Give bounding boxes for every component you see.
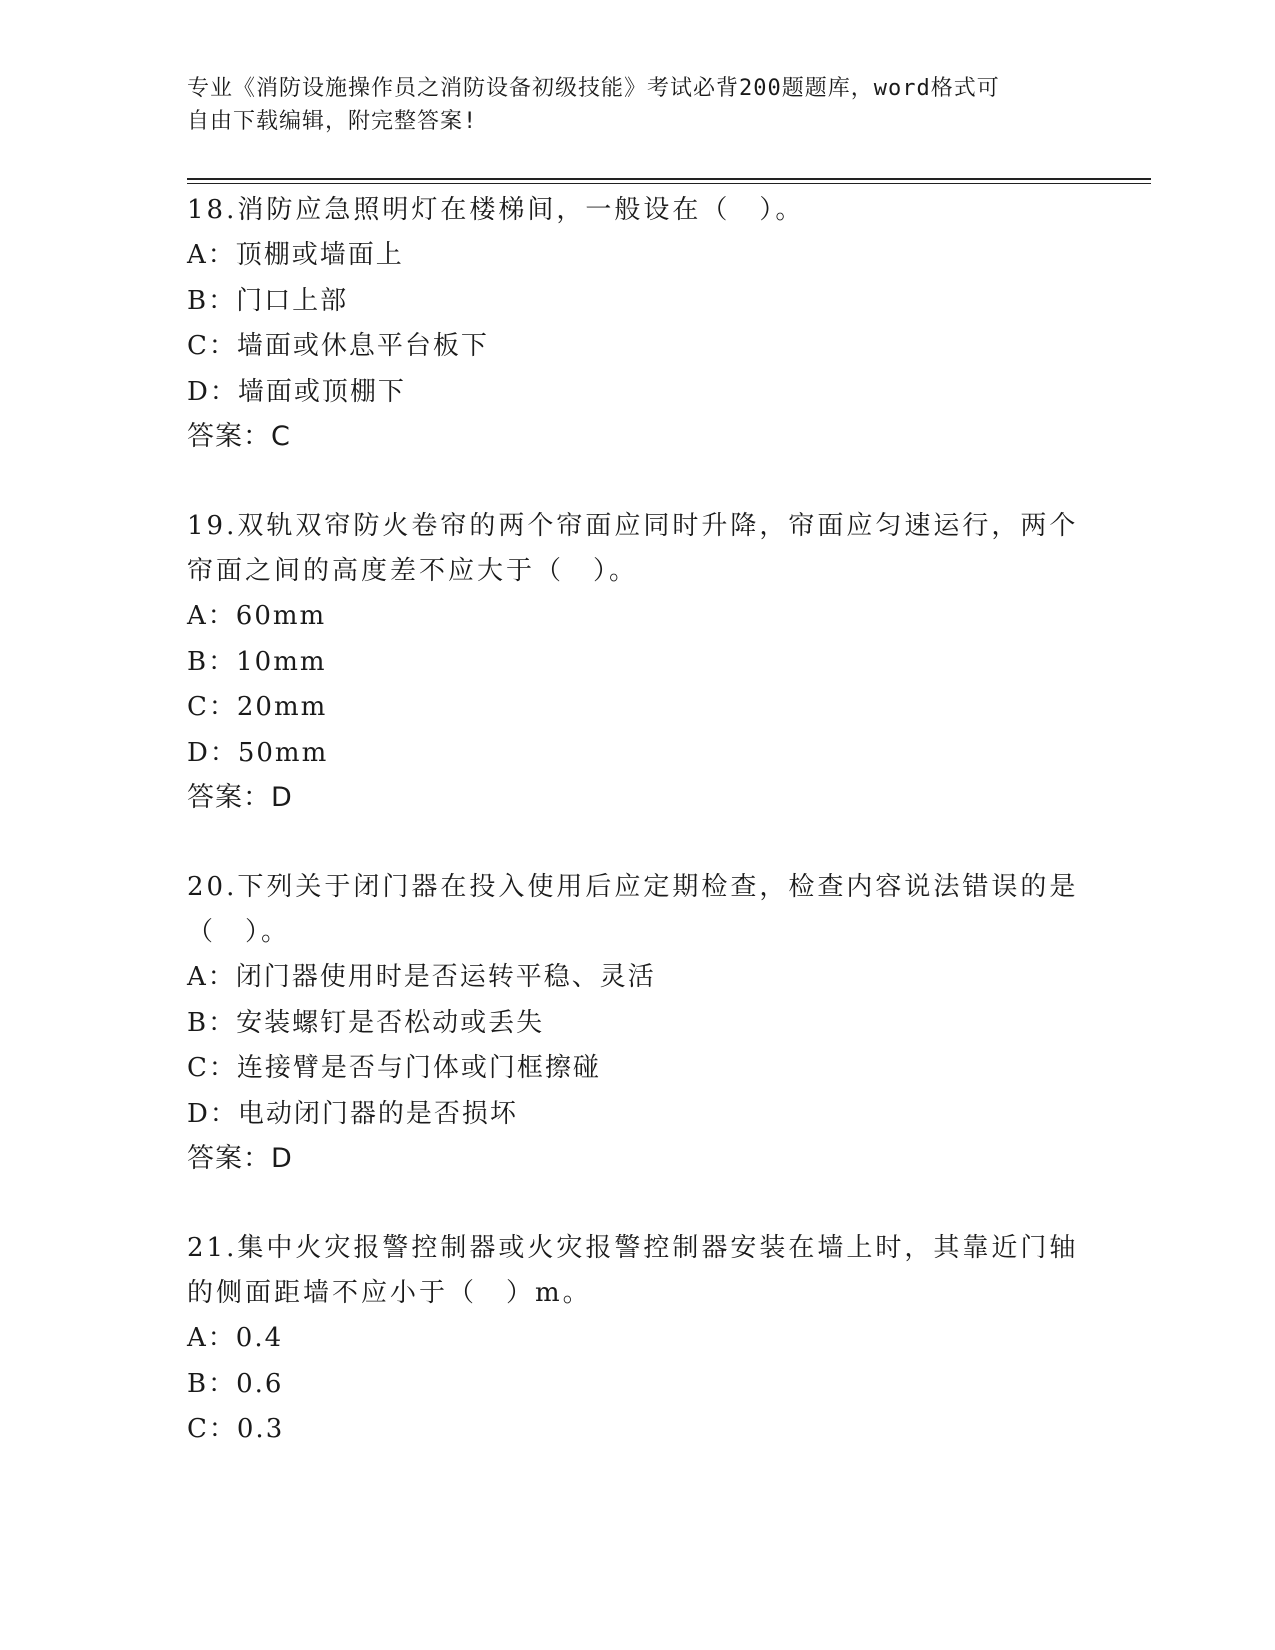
header-line-1: 专业《消防设施操作员之消防设备初级技能》考试必背200题题库，word格式可 <box>187 76 1000 101</box>
question-21 <box>187 1226 1087 1453</box>
option-b: B：安装螺钉是否松动或丢失 <box>187 1007 545 1038</box>
question-text: 21.集中火灾报警控制器或火灾报警控制器安装在墙上时，其靠近门轴 <box>187 1233 1079 1263</box>
option-d: D：墙面或顶棚下 <box>187 376 406 407</box>
answer-line: 答案：D <box>187 782 293 813</box>
option-b: B：门口上部 <box>187 285 349 316</box>
answer-line: 答案：D <box>187 1143 293 1174</box>
question-text: 19.双轨双帘防火卷帘的两个帘面应同时升降，帘面应匀速运行，两个 <box>187 511 1079 541</box>
header-divider-bottom <box>187 183 1151 184</box>
header-divider-top <box>187 178 1151 180</box>
question-20 <box>187 865 1087 1181</box>
option-a: A：0.4 <box>187 1323 284 1353</box>
question-18 <box>187 188 1087 459</box>
document-header <box>187 72 1067 138</box>
header-line-2: 自由下载编辑，附完整答案! <box>187 109 478 134</box>
option-a: A：顶棚或墙面上 <box>187 240 404 270</box>
option-c: C：连接臂是否与门体或门框擦碰 <box>187 1053 601 1083</box>
question-text: 18.消防应急照明灯在楼梯间，一般设在（ ）。 <box>187 195 805 225</box>
question-text-continued: 帘面之间的高度差不应大于（ ）。 <box>187 556 639 586</box>
option-c: C：0.3 <box>187 1414 285 1444</box>
question-19 <box>187 504 1087 820</box>
option-b: B：0.6 <box>187 1368 284 1399</box>
question-text-continued: 的侧面距墙不应小于（ ）m。 <box>187 1278 592 1308</box>
option-c: C：墙面或休息平台板下 <box>187 331 489 361</box>
option-d: D：50mm <box>187 737 329 768</box>
option-b: B：10mm <box>187 646 327 677</box>
question-text-continued: （ ）。 <box>187 917 291 947</box>
answer-line: 答案：C <box>187 421 291 452</box>
option-a: A：闭门器使用时是否运转平稳、灵活 <box>187 962 656 992</box>
question-list <box>187 188 1087 1498</box>
option-d: D：电动闭门器的是否损坏 <box>187 1098 518 1129</box>
question-text: 20.下列关于闭门器在投入使用后应定期检查，检查内容说法错误的是 <box>187 872 1079 902</box>
option-a: A：60mm <box>187 601 327 631</box>
option-c: C：20mm <box>187 692 328 722</box>
